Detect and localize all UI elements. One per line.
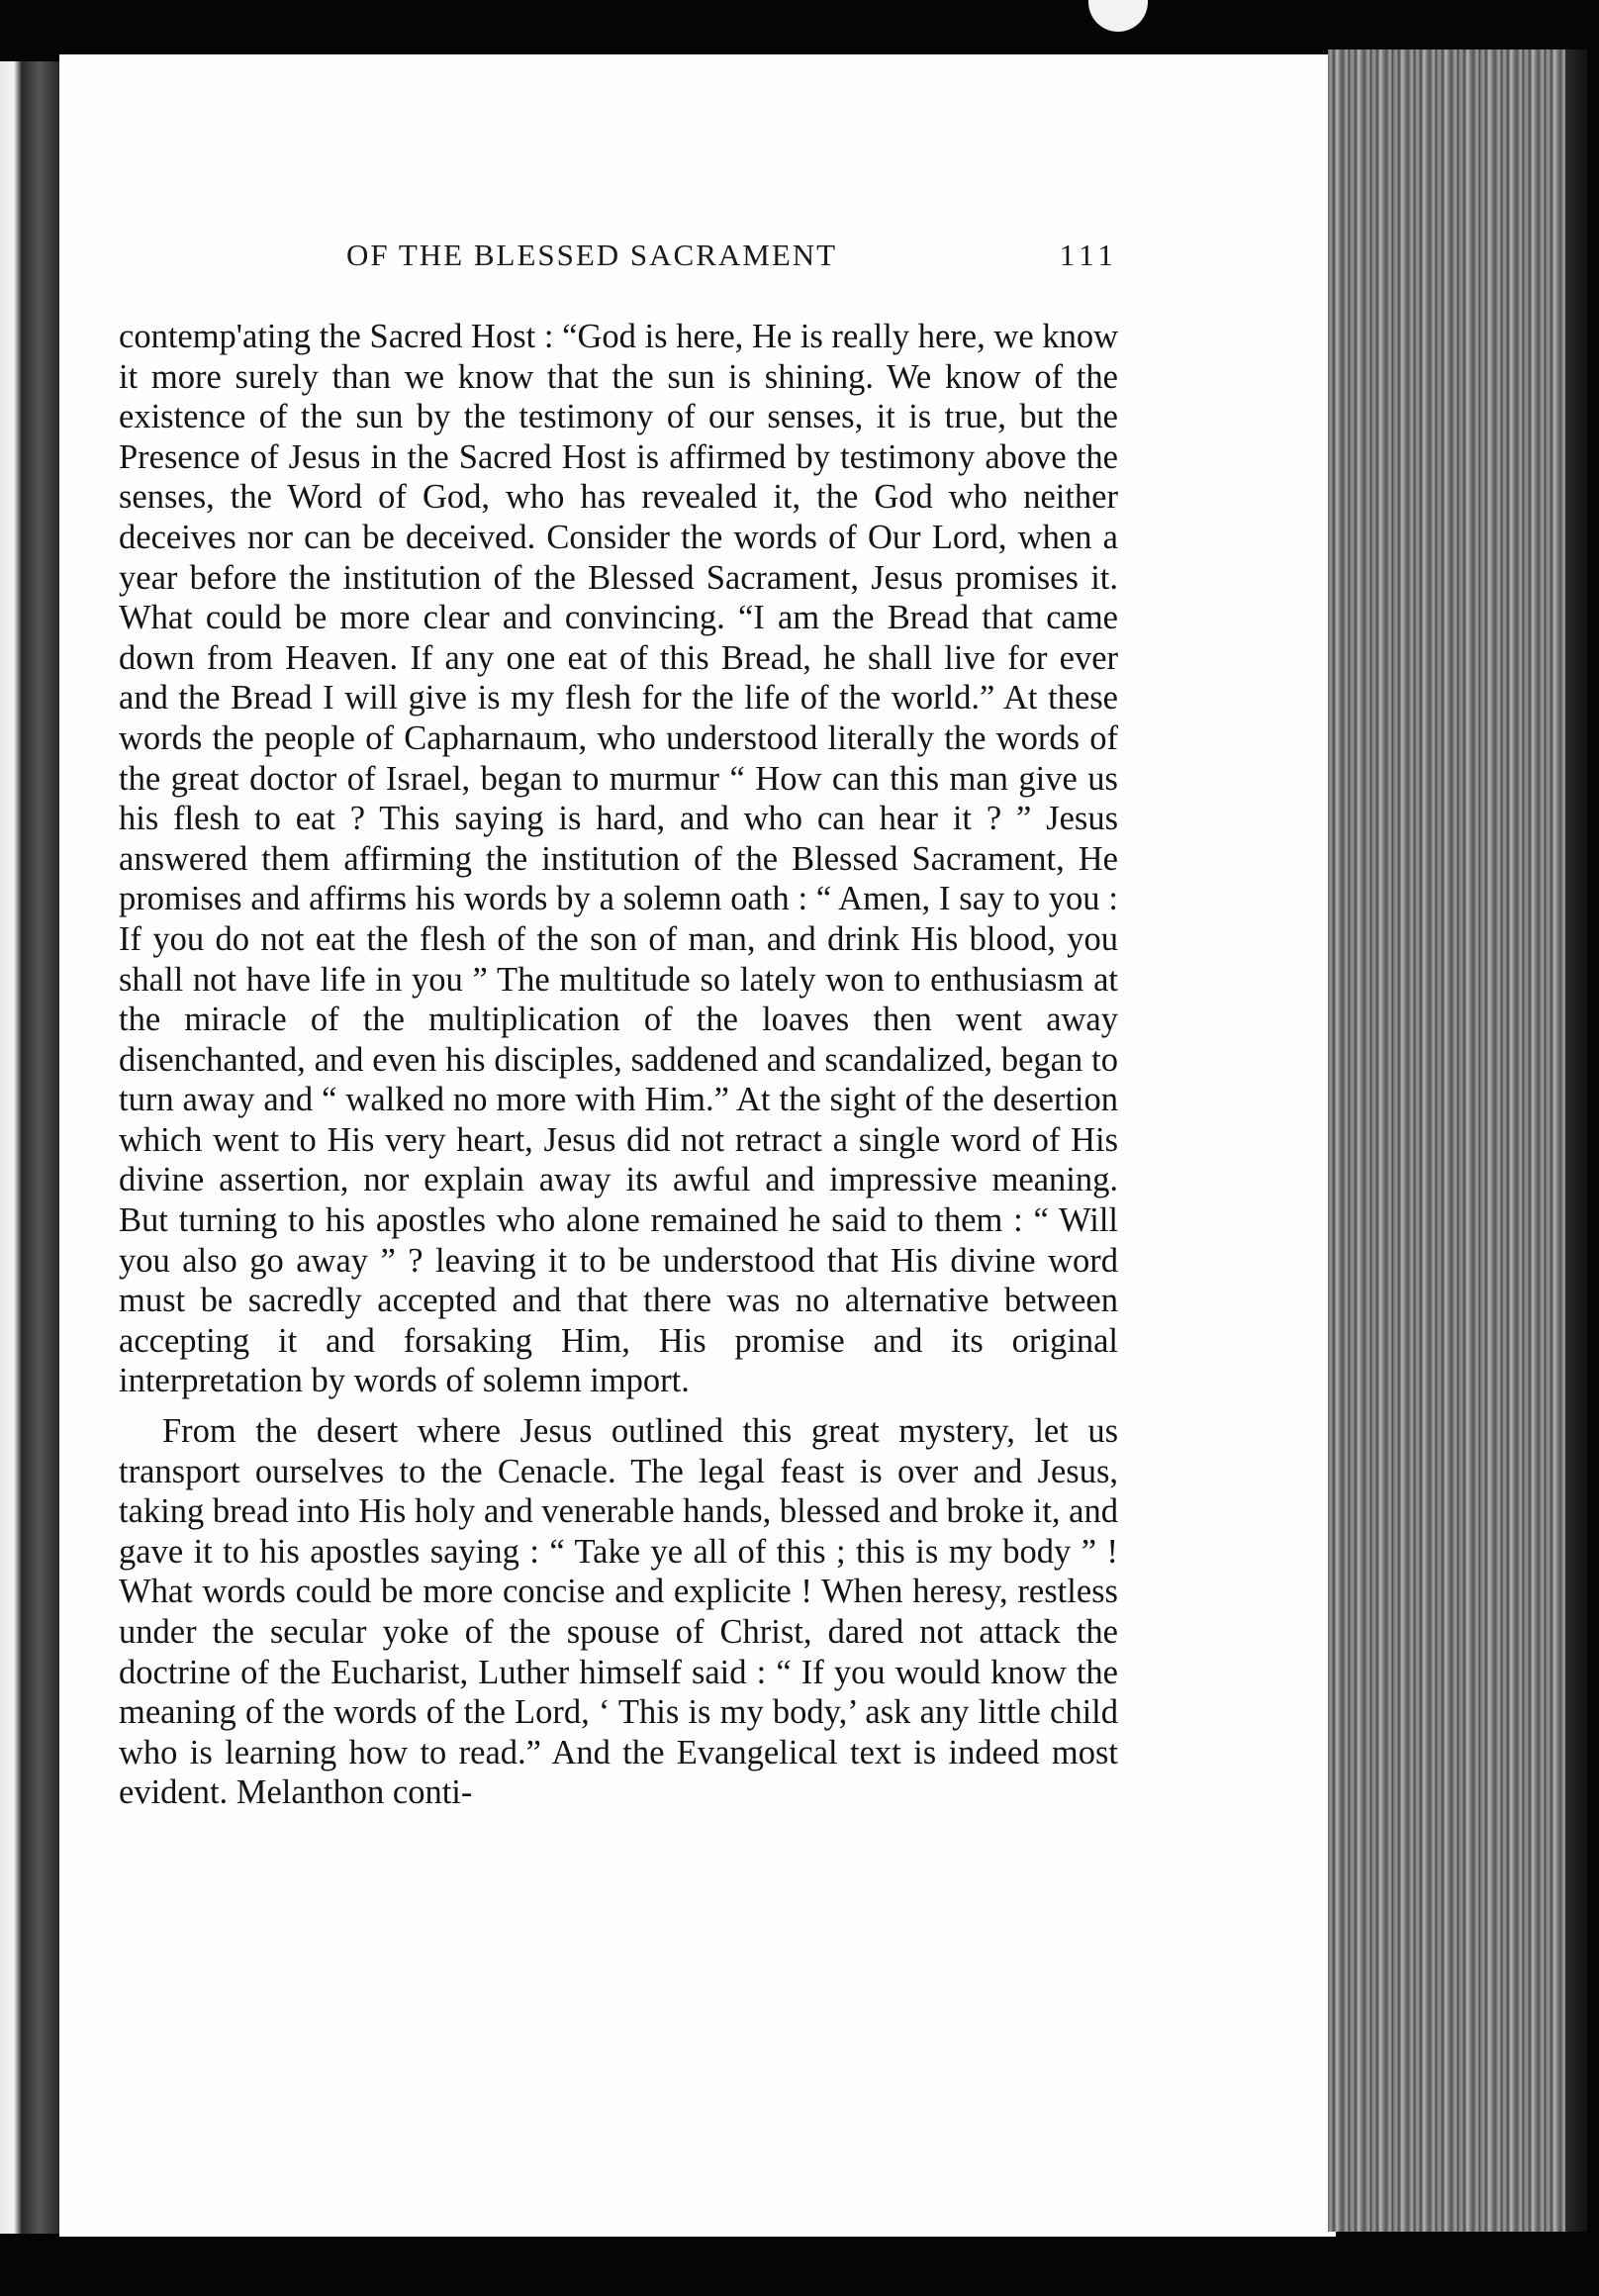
page-block-edges — [1328, 49, 1587, 2232]
paragraph-1: contemp'ating the Sacred Host : “God is here, He is really here, we know it more surely than we know that the sun is shining. We know of the existence of the sun by the testimony of our senses, it is true, but the Presence of Jesus in the Sacred Host is affirmed by testimony above the senses, the Word of God, who has revealed it, the God who neither deceives nor can be deceived. Consider the words of Our Lord, when a year before the institution of the Blessed Sacrament, Jesus promises it. What could be more clear and convincing. “I am the Bread that came down from Heaven. If any one eat of this Bread, he shall live for ever and the Bread I will give is my flesh for the life of the world.” At these words the people of Capharnaum, who understood literally the words of the great doctor of Israel, began to murmur “ How can this man give us his flesh to eat ? This saying is hard, and who can hear it ? ” Jesus answered them affirming the institution of the Blessed Sacrament, He promises and affirms his words by a solemn oath : “ Amen, I say to you : If you do not eat the flesh of the son of man, and drink His blood, you shall not have life in you ” The multitude so lately won to enthusiasm at the miracle of the multiplication of the loaves then went away disenchanted, and even his disciples, saddened and scandalized, began to turn away and “ walked no more with Him.” At the sight of the desertion which went to His very heart, Jesus did not retract a single word of His divine assertion, nor explain away its awful and impressive meaning. But turning to his apostles who alone remained he said to them : “ Will you also go away ” ? leaving it to be understood that His divine word must be sacredly accepted and that there was no alternative between accepting it and forsaking Him, His promise and its original interpretation by words of solemn import. — [119, 318, 1118, 1400]
running-head — [119, 238, 1118, 277]
text-body — [119, 317, 1118, 1813]
page-number: 111 — [1059, 238, 1118, 272]
running-head-title: OF THE BLESSED SACRAMENT — [346, 238, 838, 272]
paragraph-2: From the desert where Jesus outlined this great mystery, let us transport ourselves to the Cenacle. The legal feast is over and Jesus, taking bread into His holy and venerable hands, blessed and broke it, and gave it to his apostles saying : “ Take ye all of this ; this is my body ” ! What words could be more concise and explicite ! When heresy, restless under the secular yoke of the spouse of Christ, dared not attack the doctrine of the Eucharist, Luther himself said : “ If you would know the meaning of the words of the Lord, ‘ This is my body,’ ask any little child who is learning how to read.” And the Evangelical text is indeed most evident. Melanthon conti- — [119, 1412, 1118, 1812]
